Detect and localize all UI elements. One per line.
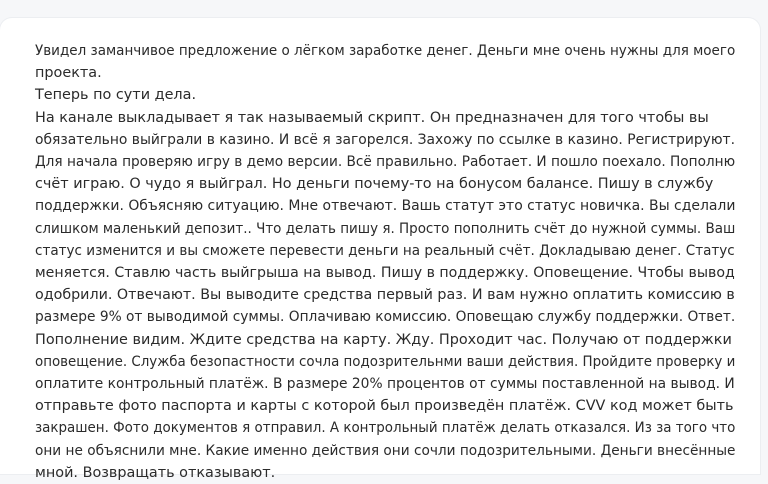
post-line: поддержки. Объясняю ситуацию. Мне отвечают. Вашь статут это статус новичка. Вы сделали [35, 198, 736, 215]
post-line: оплатите контрольный платёж. В размере 20% процентов от суммы поставленной на вывод. И [35, 376, 735, 393]
post-line: закрашен. Фото документов я отправил. А контрольный платёж делать отказался. Из за того что [35, 420, 736, 437]
post-line: они не объяснили мне. Какие именно действия они сочли подозрительными. Деньги внесённые [35, 442, 736, 459]
post-text [35, 40, 735, 484]
post-line: Для начала проверяю игру в демо версии. Всё правильно. Работает. И пошло поехало. Пополню [35, 154, 736, 171]
post-line: счёт играю. О чудо я выйграл. Но деньги почему-то на бонусом балансе. Пишу в службу [35, 176, 714, 193]
post-line: оповещение. Служба безопастности сочла подозрительнми ваши действия. Пройдите проверку и [35, 353, 736, 370]
post-line: Теперь по сути дела. [35, 87, 197, 104]
post-line: одобрили. Отвечают. Вы выводите средства первый раз. И вам нужно оплатить комиссию в [35, 287, 735, 304]
post-line: слишком маленький депозит.. Что делать пишу я. Просто пополнить счёт до нужной суммы. Ваш [35, 220, 736, 237]
post-line: меняется. Ставлю часть выйгрыша на вывод. Пишу в поддержку. Оповещение. Чтобы вывод [35, 265, 735, 282]
post-line: Увидел заманчивое предложение о лёгком заработке денег. Деньги мне очень нужны для моего [35, 43, 736, 59]
post-card [0, 18, 760, 481]
post-line: мной. Возвращать отказывают. [35, 464, 276, 481]
post-line: На канале выкладывает я так называемый скрипт. Он предназначен для того чтобы вы [35, 109, 709, 126]
post-line: проекта. [35, 65, 102, 82]
post-line: статус изменится и вы сможете перевести деньги на реальный счёт. Докладываю денег. Статус [35, 242, 735, 259]
post-line: отправьте фото паспорта и карты с которой был произведён платёж. CVV код может быть [35, 398, 734, 415]
post-line: Пополнение видим. Ждите средства на карту. Жду. Проходит час. Получаю от поддержки [35, 331, 732, 348]
post-line: размере 9% от выводимой суммы. Оплачиваю комиссию. Оповещаю службу поддержки. Ответ. [35, 309, 736, 326]
post-line: обязательно выйграли в казино. И всё я загорелся. Захожу по ссылке в казино. Регистрируют. [35, 131, 736, 148]
